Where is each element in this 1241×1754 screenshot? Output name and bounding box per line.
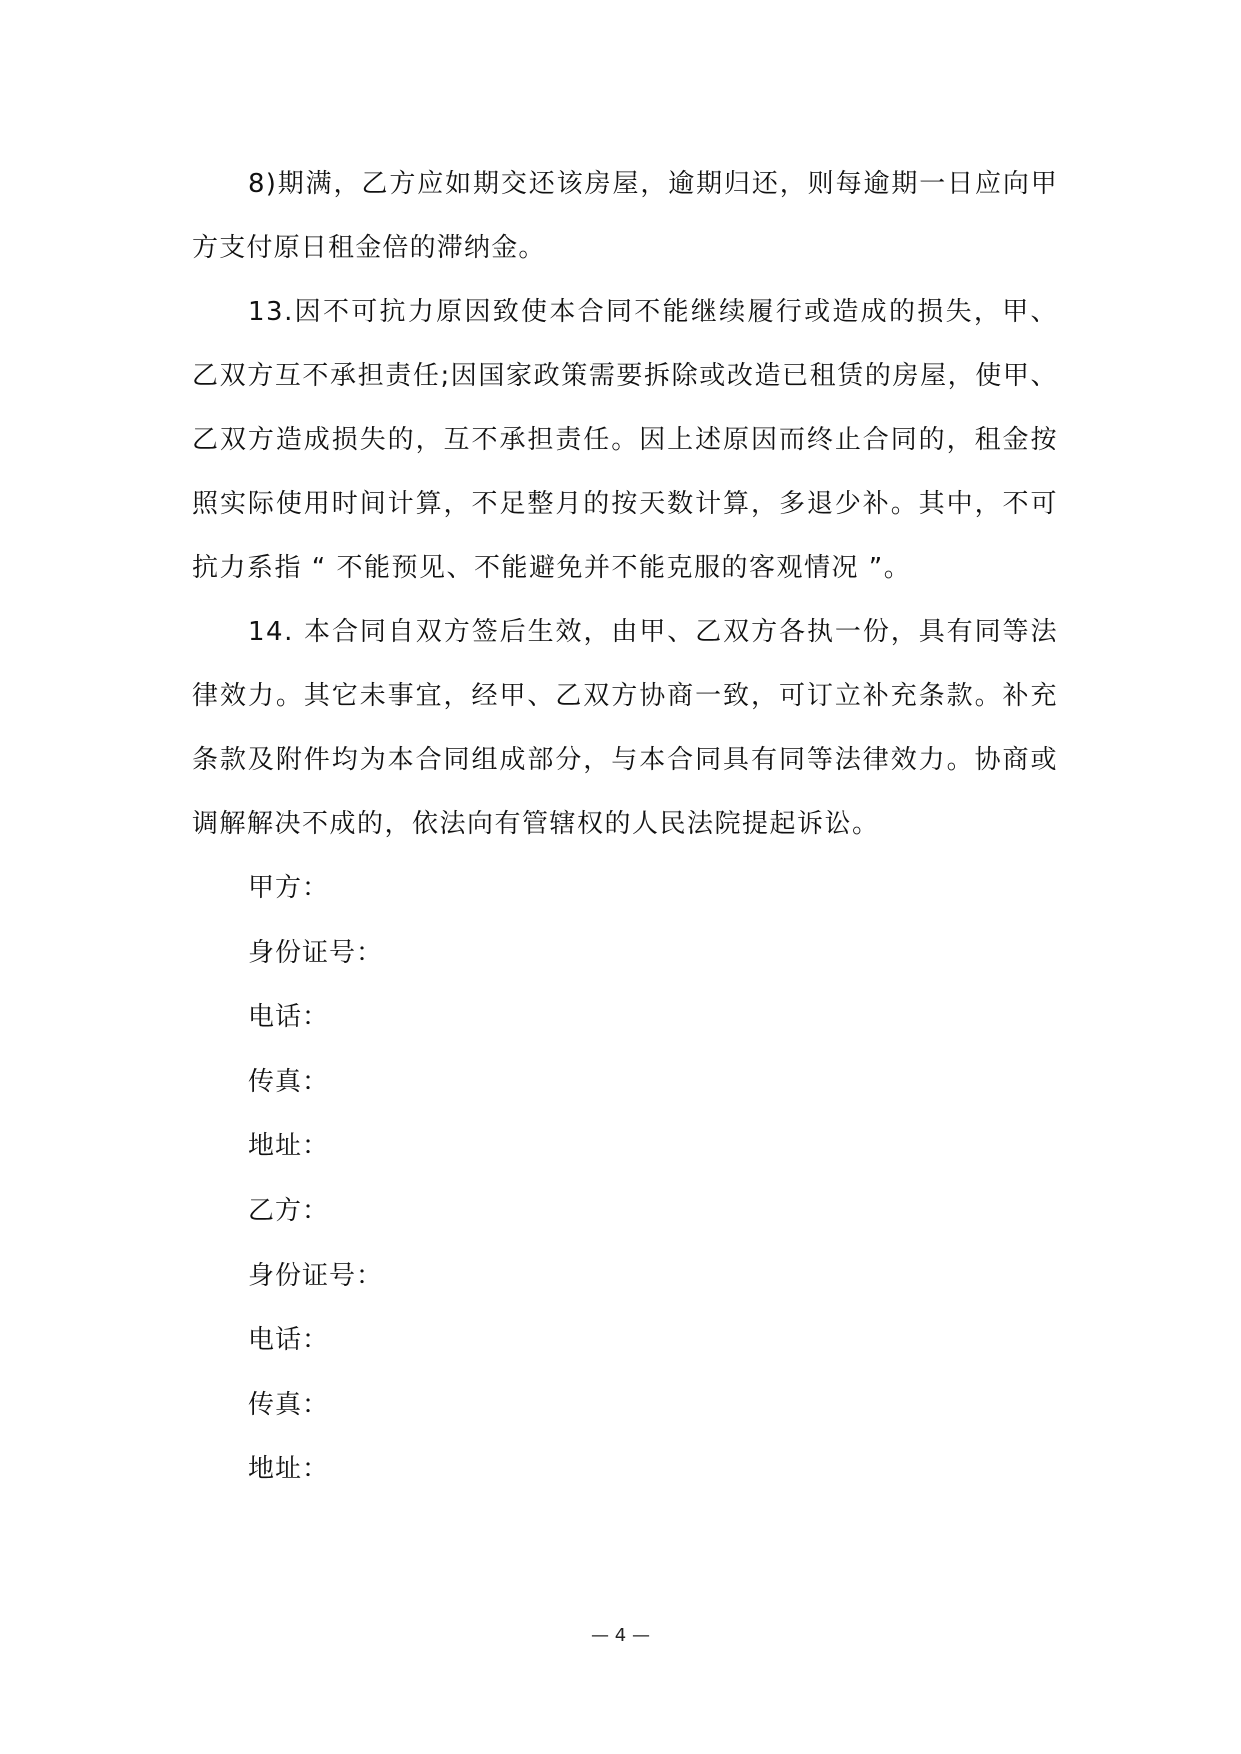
clause-14-paragraph: 14. 本合同自双方签后生效，由甲、乙双方各执一份，具有同等法律效力。其它未事宜，经甲、乙双方协商一致，可订立补充条款。补充条款及附件均为本合同组成部分，与本合同具有同等法律效力。协商或调解解决不成的，依法向有管辖权的人民法院提起诉讼。 bbox=[192, 617, 1058, 839]
party-a-address-label: 地址： bbox=[248, 1131, 330, 1162]
party-b-name-label: 乙方： bbox=[248, 1195, 330, 1226]
clause-8-paragraph: 8)期满，乙方应如期交还该房屋，逾期归还，则每逾期一日应向甲方支付原日租金倍的滞纳金。 bbox=[192, 169, 1058, 263]
party-b-signature-block bbox=[192, 1179, 1058, 1502]
party-b-fax-label: 传真： bbox=[248, 1389, 330, 1420]
party-a-fax-label: 传真： bbox=[248, 1066, 330, 1097]
party-a-phone-label: 电话： bbox=[248, 1002, 330, 1033]
clause-13-paragraph: 13.因不可抗力原因致使本合同不能继续履行或造成的损失，甲、乙双方互不承担责任;因国家政策需要拆除或改造已租赁的房屋，使甲、乙双方造成损失的，互不承担责任。因上述原因而终止合同的，租金按照实际使用时间计算，不足整月的按天数计算，多退少补。其中，不可抗力系指 “ 不能预见、不能避免并不能克服的客观情况 ”。 bbox=[192, 297, 1058, 583]
page-number: — 4 — bbox=[591, 1625, 650, 1646]
document-body bbox=[192, 152, 1058, 1502]
party-b-id-label: 身份证号： bbox=[248, 1260, 384, 1291]
party-a-name-label: 甲方： bbox=[248, 873, 330, 903]
party-b-address-label: 地址： bbox=[248, 1454, 330, 1485]
party-b-phone-label: 电话： bbox=[248, 1325, 330, 1356]
party-a-signature-block bbox=[192, 856, 1058, 1179]
party-a-id-label: 身份证号： bbox=[248, 937, 384, 968]
